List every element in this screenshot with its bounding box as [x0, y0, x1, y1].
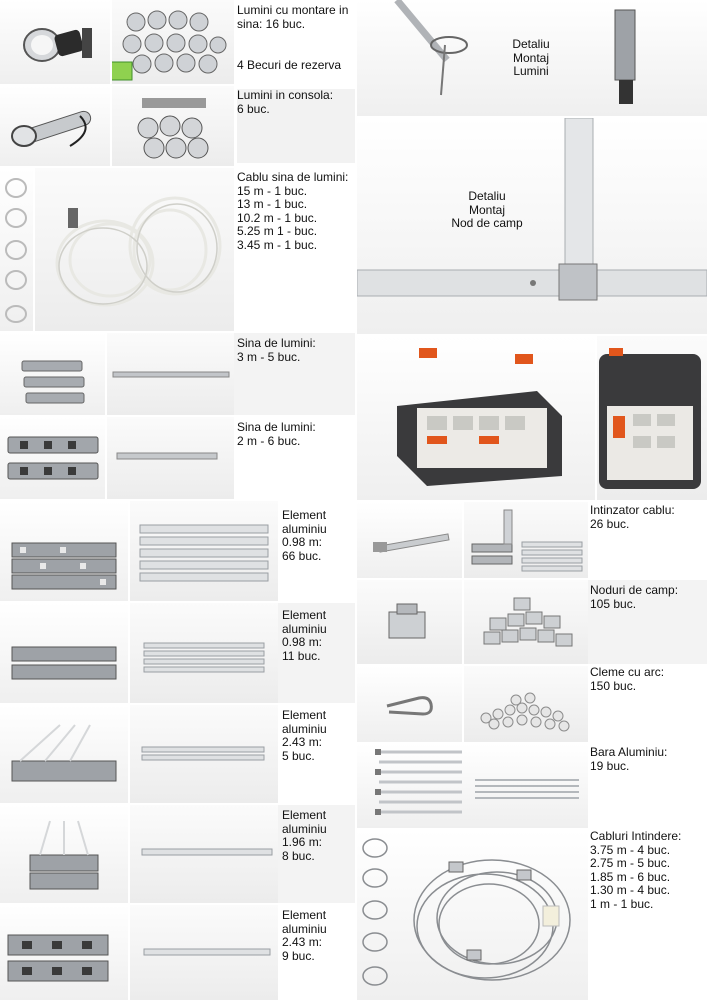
aluminium-bars-icon — [130, 805, 278, 903]
field-node-pile-icon — [464, 580, 588, 664]
console-lights-caption: Lumini in consola: 6 buc. — [237, 89, 355, 163]
light-rail-icon — [0, 333, 105, 415]
aluminium-bar-caption: Bara Aluminiu: 19 buc. — [590, 745, 668, 773]
item-aluminium-243-5 — [0, 705, 355, 803]
console-light-icon — [0, 86, 110, 166]
aluminium-bar-icon — [357, 744, 588, 828]
aluminium-243-5-caption: Element aluminiu 2.43 m: 5 buc. — [282, 708, 327, 763]
item-toolboxes — [357, 336, 707, 500]
light-rail-cable-caption: Cablu sina de lumini: 15 m - 1 buc. 13 m - 1 buc. 10.2 m - 1 buc. 5.25 m 1 - buc. 3.45 m - 1 buc. — [237, 170, 349, 252]
item-track-lights — [0, 0, 355, 84]
aluminium-196-8-caption: Element aluminiu 1.96 m: 8 buc. — [278, 805, 355, 903]
aluminium-bars-icon — [130, 705, 278, 803]
track-spotlight-photo — [0, 0, 110, 84]
item-field-nodes — [357, 580, 707, 664]
detail-mounting-lights — [357, 0, 707, 116]
light-rail-icon — [0, 417, 105, 499]
light-rail-bar-icon — [107, 417, 234, 499]
item-console-lights — [0, 86, 355, 166]
spring-clip-pile-icon — [464, 666, 588, 742]
mounting-lights-caption: Detaliu Montaj Lumini — [512, 37, 550, 78]
tensioner-group-icon — [464, 502, 588, 578]
light-rail-2m-caption: Sina de lumini: 2 m - 6 buc. — [234, 417, 355, 499]
detail-mounting-node — [357, 118, 707, 334]
track-lights-caption: Lumini cu montare in sina: 16 buc. — [237, 3, 349, 31]
tension-cable-icon — [357, 830, 588, 1000]
field-node-icon — [357, 580, 462, 664]
toolbox-icon — [357, 336, 595, 500]
aluminium-profile-icon — [0, 805, 128, 903]
toolbox-open-icon — [597, 336, 707, 500]
item-aluminium-bar — [357, 744, 707, 828]
cable-tensioner-caption: Intinzator cablu: 26 buc. — [590, 503, 675, 531]
item-light-rail-cable — [0, 168, 355, 331]
cable-tensioner-icon — [357, 502, 462, 578]
track-spotlight-icon — [0, 0, 110, 84]
console-light-group-icon — [112, 86, 234, 166]
spring-clips-caption: Cleme cu arc: 150 buc. — [590, 666, 665, 693]
item-cable-tensioner — [357, 502, 707, 578]
aluminium-profile-icon — [0, 905, 128, 1000]
aluminium-243-9-caption: Element aluminiu 2.43 m: 9 buc. — [282, 908, 327, 963]
item-aluminium-098-11 — [0, 603, 355, 703]
cable-sample-icon — [0, 168, 33, 331]
aluminium-098-11-caption: Element aluminiu 0.98 m: 11 buc. — [278, 603, 355, 703]
cable-coil-icon — [35, 168, 234, 331]
item-spring-clips — [357, 666, 707, 742]
spotlight-group-icon — [112, 0, 234, 84]
spare-bulbs-note: 4 Becuri de rezerva — [237, 58, 342, 72]
aluminium-profile-icon — [0, 603, 128, 703]
item-light-rail-3m — [0, 333, 355, 415]
aluminium-bars-icon — [130, 905, 278, 1000]
item-light-rail-2m — [0, 417, 355, 499]
light-rail-bar-icon — [107, 333, 234, 415]
mounting-node-caption: Detaliu Montaj Nod de camp — [451, 189, 523, 230]
aluminium-098-66-caption: Element aluminiu 0.98 m: 66 buc. — [282, 508, 327, 563]
aluminium-bars-icon — [130, 603, 278, 703]
item-aluminium-196-8 — [0, 805, 355, 903]
field-nodes-caption: Noduri de camp: 105 buc. — [588, 580, 707, 664]
item-tension-cables — [357, 830, 707, 1000]
item-aluminium-098-66 — [0, 501, 355, 601]
aluminium-profile-icon — [0, 705, 128, 803]
tension-cables-caption: Cabluri Intindere: 3.75 m - 4 buc. 2.75 m - 5 buc. 1.85 m - 6 buc. 1.30 m - 4 buc. 1 m - 1 buc. — [590, 830, 682, 911]
aluminium-bars-icon — [130, 501, 278, 601]
aluminium-profile-icon — [0, 501, 128, 601]
item-aluminium-243-9 — [0, 905, 355, 1000]
light-rail-3m-caption: Sina de lumini: 3 m - 5 buc. — [234, 333, 355, 415]
spring-clip-icon — [357, 666, 462, 742]
track-spotlights-group-photo — [112, 0, 234, 84]
